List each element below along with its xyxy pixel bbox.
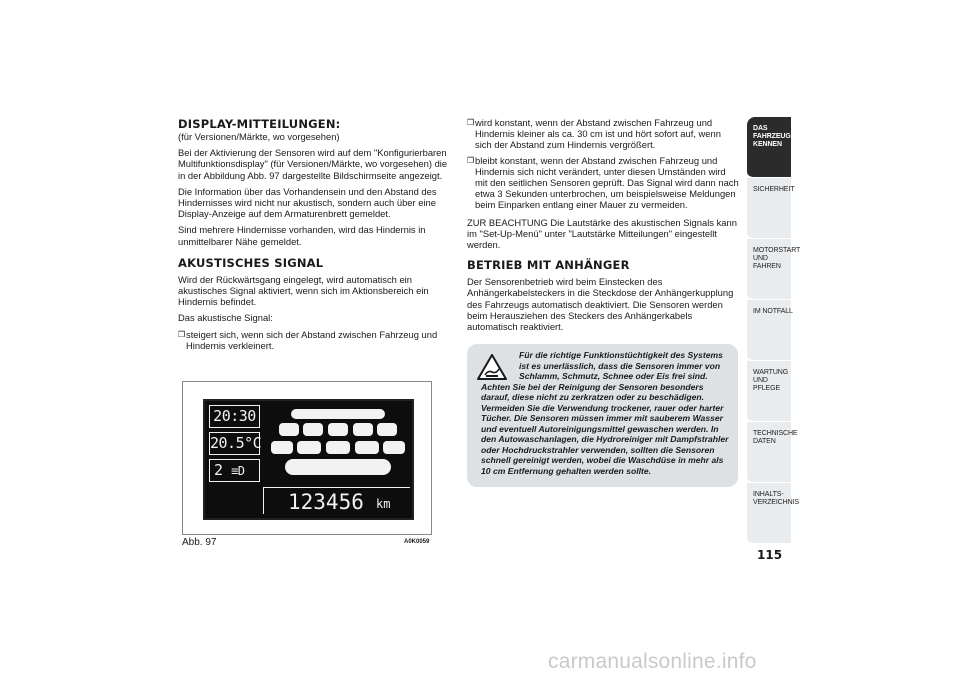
tab-das-fahrzeug-kennen[interactable]: DAS FAHRZEUG KENNEN [747, 117, 791, 178]
chapter-tabs [747, 117, 801, 544]
odometer-unit: km [376, 497, 391, 511]
tab-inhaltsverzeichnis[interactable]: INHALTS-VERZEICHNIS [747, 483, 791, 544]
tab-wartung-und-pflege[interactable]: WARTUNG UND PFLEGE [747, 361, 791, 422]
page-number: 115 [757, 548, 783, 562]
warning-text-a: Für die richtige Funktionstüchtigkeit des Systems ist es unerlässlich, dass die Sensoren immer von Schlamm, Schmutz, Schnee oder Eis frei sind. [519, 350, 723, 381]
odometer-panel [263, 487, 410, 514]
paragraph: Bei der Aktivierung der Sensoren wird auf dem "Konfigurierbaren Multifunktionsdisplay" (für Versionen/Märkte, wo vorgesehen) die in der Abbildung Abb. 97 dargestellte Bildschirmseite angezeigt. [178, 147, 448, 181]
list-item-text: bleibt konstant, wenn der Abstand zwischen Fahrzeug und Hindernis sich nicht verändert, unter diesen Umständen wird mit den seitlichen Sensoren geprüft. Das Signal wird dann nach etwa 3 Sekunden unterbrochen, um beispielsweise Meldungen beim Einparken entlang einer Mauer zu vermeiden. [475, 154, 739, 211]
tab-im-notfall[interactable]: IM NOTFALL [747, 300, 791, 361]
paragraph-note: ZUR BEACHTUNG Die Lautstärke des akustischen Signals kann im "Set-Up-Menü" unter "Lautstärke Mitteilungen" eingestellt werden. [467, 216, 737, 251]
figure-code: A0K0059 [404, 539, 430, 545]
checkbox-bullet-icon: ❒ [178, 329, 186, 339]
left-column [178, 117, 450, 355]
sensor-segment [355, 441, 379, 454]
figure-display [182, 381, 432, 535]
time-cell: 20:30 [209, 405, 260, 428]
paragraph: Das akustische Signal: [178, 312, 273, 324]
lcd-screen [203, 399, 414, 520]
tab-sicherheit[interactable]: SICHERHEIT [747, 178, 791, 239]
section-heading-acoustic: AKUSTISCHES SIGNAL [178, 255, 324, 270]
list-item-text: wird konstant, wenn der Abstand zwischen Fahrzeug und Hindernis kleiner als ca. 30 cm ist und hört sofort auf, wenn sich der Abstand zum Hindernis vergrößert. [475, 117, 721, 151]
checkbox-bullet-icon: ❒ [467, 155, 475, 165]
sensor-segment [297, 441, 321, 454]
list-item [467, 155, 739, 211]
temperature-cell: 20.5°C [209, 432, 260, 455]
tab-technische-daten[interactable]: TECHNISCHE DATEN [747, 422, 791, 483]
sensor-segment [353, 423, 373, 436]
paragraph: Die Information über das Vorhandensein und den Abstand des Hindernisses wird nicht nur akustisch, sondern auch über eine Display-Anzeige auf dem Armaturenbrett gemeldet. [178, 185, 437, 220]
section-heading-trailer: BETRIEB MIT ANHÄNGER [467, 258, 630, 273]
paragraph: Wird der Rückwärtsgang eingelegt, wird automatisch ein akustisches Signal aktiviert, wenn sich im Aktionsbereich ein Hindernis befindet. [178, 273, 429, 308]
sensor-segment-right-top [377, 423, 397, 436]
headlight-icon: ≡D [231, 464, 245, 478]
list-item [467, 117, 739, 151]
watermark: carmanualsonline.info [548, 650, 757, 673]
list-item-text: steigert sich, wenn sich der Abstand zwischen Fahrzeug und Hindernis verkleinert. [186, 328, 438, 351]
warning-text-b: Achten Sie bei der Reinigung der Sensoren besonders darauf, diese nicht zu zerkratzen oder zu beschädigen. Vermeiden Sie die Verwendung trockener, rauer oder harter Tücher. Die Sensoren müssen immer mit sauberem Wasser und eventuell Autoreinigungsmittel gewaschen werden. In den Autowaschanlagen, die Hydroreiniger mit Dampfstrahler oder Hochdruckstrahler verwenden, sollten die Sensoren schnell gereinigt werden, wobei die Waschdüse in mehr als 10 cm Entfernung gehalten werden sollte. [481, 381, 729, 476]
parking-sensor-graphic [271, 405, 405, 485]
sensor-segment [326, 441, 350, 454]
checkbox-bullet-icon: ❒ [467, 118, 475, 127]
warning-text [481, 350, 731, 476]
gear-value: 2 [214, 461, 223, 479]
sensor-segment-left-top [279, 423, 299, 436]
paragraph: Sind mehrere Hindernisse vorhanden, wird das Hindernis in unmittelbarer Nähe gemeldet. [178, 224, 426, 247]
sensor-arc-outer [291, 409, 385, 419]
paragraph: Der Sensorenbetrieb wird beim Einstecken des Anhängerkabelsteckers in die Steckdose der Anhängerkupplung des Fahrzeugs automatisch deaktiviert. Die Sensoren werden beim Herausziehen des Steckers des Anhängerkabels automatisch reaktiviert. [467, 276, 734, 333]
tab-motorstart-und-fahren[interactable]: MOTORSTART UND FAHREN [747, 239, 791, 300]
right-column [467, 117, 739, 337]
sensor-segment-left [271, 441, 293, 454]
paragraph: (für Versionen/Märkte, wo vorgesehen) [178, 131, 340, 142]
list-item [178, 329, 450, 351]
gear-cell [209, 459, 260, 482]
section-heading-display: DISPLAY-MITTEILUNGEN: [178, 117, 341, 131]
odometer-value: 123456 [288, 490, 364, 514]
sensor-segment-right [383, 441, 405, 454]
sensor-segment [303, 423, 323, 436]
vehicle-rear [285, 459, 391, 475]
warning-box [467, 344, 738, 487]
figure-caption: Abb. 97 [182, 537, 217, 548]
sensor-segment [328, 423, 348, 436]
